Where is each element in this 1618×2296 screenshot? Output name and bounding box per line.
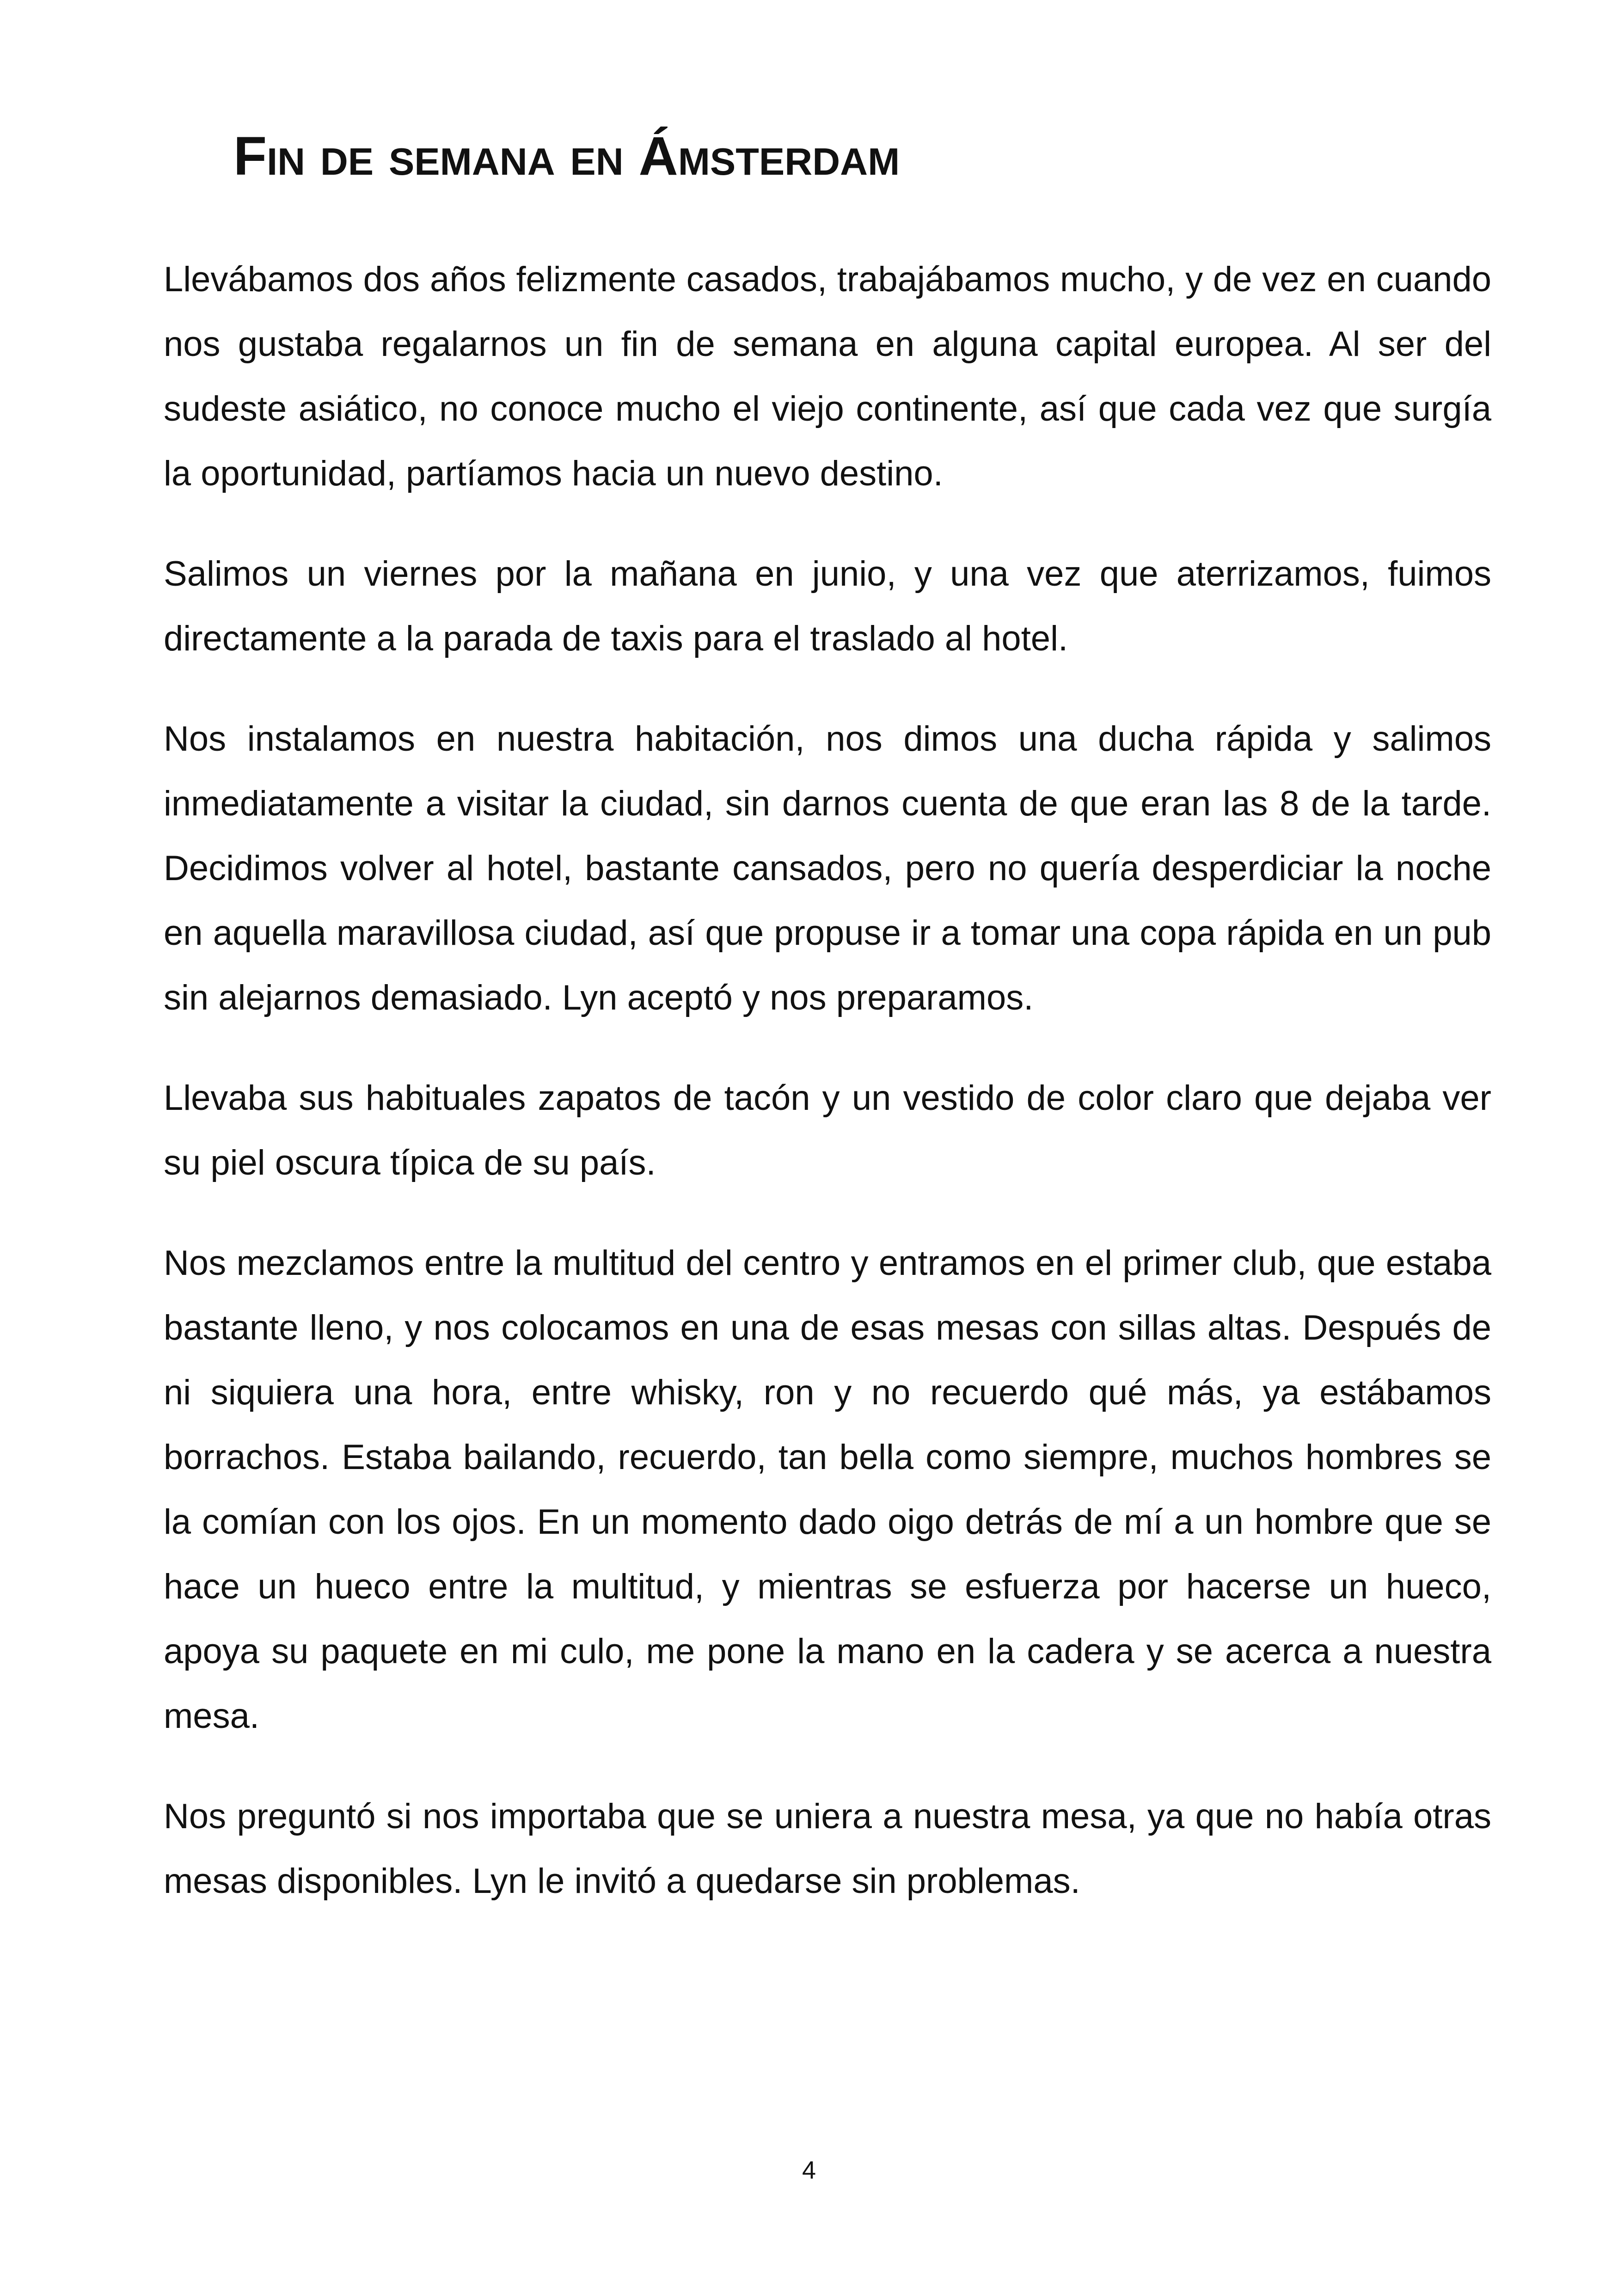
paragraph: Nos preguntó si nos importaba que se uniera a nuestra mesa, ya que no había otras mesas disponibles. Lyn le invitó a quedarse sin problemas. [164, 1797, 1491, 1901]
paragraph: Llevaba sus habituales zapatos de tacón y un vestido de color claro que dejaba ver su piel oscura típica de su país. [164, 1078, 1491, 1182]
paragraph: Nos mezclamos entre la multitud del centro y entramos en el primer club, que estaba bastante lleno, y nos colocamos en una de esas mesas con sillas altas. Después de ni siquiera una hora, entre whisky, ron y no recuerdo qué más, ya estábamos borrachos. Estaba bailando, recuerdo, tan bella como siempre, muchos hombres se la comían con los ojos. En un momento dado oigo detrás de mí a un hombre que se hace un hueco entre la multitud, y mientras se esfuerza por hacerse un hueco, apoya su paquete en mi culo, me pone la mano en la cadera y se acerca a nuestra mesa. [164, 1243, 1491, 1736]
page-number: 4 [802, 2156, 816, 2184]
chapter-title: Fin de semana en Ámsterdam [233, 126, 900, 187]
paragraph: Salimos un viernes por la mañana en junio, y una vez que aterrizamos, fuimos directamente a la parada de taxis para el traslado al hotel. [164, 554, 1491, 658]
chapter-body [164, 247, 1491, 1949]
paragraph: Llevábamos dos años felizmente casados, trabajábamos mucho, y de vez en cuando nos gustaba regalarnos un fin de semana en alguna capital europea. Al ser del sudeste asiático, no conoce mucho el viejo continente, así que cada vez que surgía la oportunidad, partíamos hacia un nuevo destino. [164, 260, 1491, 493]
paragraph: Nos instalamos en nuestra habitación, nos dimos una ducha rápida y salimos inmediatamente a visitar la ciudad, sin darnos cuenta de que eran las 8 de la tarde. Decidimos volver al hotel, bastante cansados, pero no quería desperdiciar la noche en aquella maravillosa ciudad, así que propuse ir a tomar una copa rápida en un pub sin alejarnos demasiado. Lyn aceptó y nos preparamos. [164, 719, 1491, 1017]
